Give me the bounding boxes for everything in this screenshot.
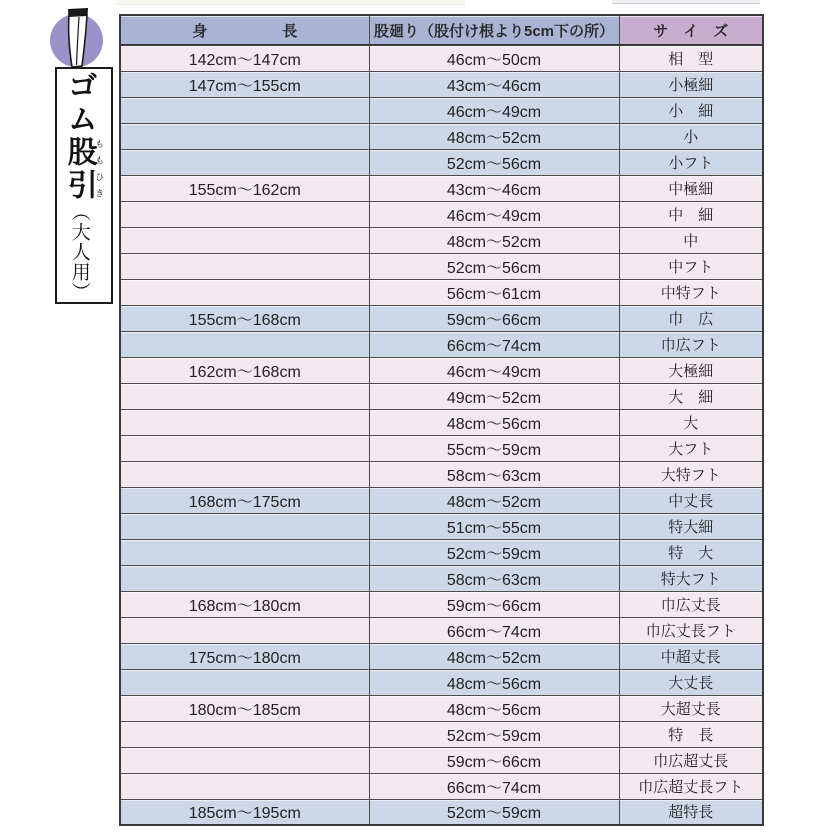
table-row — [120, 253, 763, 279]
height-cell — [120, 669, 369, 695]
size-table — [119, 14, 764, 826]
furigana: ひき — [94, 168, 105, 202]
girth-cell: 56cm～61cm — [369, 279, 619, 305]
size-table-body — [120, 45, 763, 825]
table-row — [120, 565, 763, 591]
size-cell: 大特フト — [619, 461, 763, 487]
table-row — [120, 721, 763, 747]
table-row — [120, 123, 763, 149]
size-cell: 大極細 — [619, 357, 763, 383]
height-cell — [120, 227, 369, 253]
girth-cell: 52cm～56cm — [369, 149, 619, 175]
height-cell: 168cm～175cm — [120, 487, 369, 513]
size-cell: 特大フト — [619, 565, 763, 591]
girth-cell: 66cm～74cm — [369, 617, 619, 643]
product-label — [64, 70, 105, 302]
height-cell — [120, 513, 369, 539]
table-row — [120, 487, 763, 513]
table-row — [120, 617, 763, 643]
furigana: もも — [94, 135, 105, 169]
table-row — [120, 513, 763, 539]
table-row — [120, 331, 763, 357]
height-cell — [120, 201, 369, 227]
height-cell — [120, 383, 369, 409]
height-cell: 162cm～168cm — [120, 357, 369, 383]
size-cell: 巾 広 — [619, 305, 763, 331]
girth-cell: 59cm～66cm — [369, 591, 619, 617]
size-cell: 大丈長 — [619, 669, 763, 695]
size-cell: 小 — [619, 123, 763, 149]
girth-cell: 52cm～59cm — [369, 721, 619, 747]
height-cell — [120, 149, 369, 175]
product-label-prefix: ゴム — [62, 69, 96, 136]
table-row — [120, 201, 763, 227]
pants-icon — [58, 8, 98, 70]
height-cell: 147cm～155cm — [120, 71, 369, 97]
height-cell — [120, 97, 369, 123]
height-cell — [120, 773, 369, 799]
girth-cell: 48cm～52cm — [369, 643, 619, 669]
girth-cell: 59cm～66cm — [369, 305, 619, 331]
table-row — [120, 669, 763, 695]
height-cell: 155cm～162cm — [120, 175, 369, 201]
table-row — [120, 799, 763, 825]
size-cell: 中フト — [619, 253, 763, 279]
size-cell: 特大細 — [619, 513, 763, 539]
height-cell — [120, 617, 369, 643]
table-row — [120, 409, 763, 435]
height-cell — [120, 331, 369, 357]
table-row — [120, 149, 763, 175]
header-row — [120, 15, 763, 45]
cropped-edge-artifact — [115, 0, 465, 5]
table-row — [120, 461, 763, 487]
size-cell: 特 大 — [619, 539, 763, 565]
size-cell: 中 — [619, 227, 763, 253]
table-row — [120, 71, 763, 97]
product-label-box — [55, 67, 113, 304]
girth-cell: 48cm～56cm — [369, 695, 619, 721]
size-cell: 巾広超丈長フト — [619, 773, 763, 799]
size-cell: 小フト — [619, 149, 763, 175]
girth-cell: 58cm～63cm — [369, 461, 619, 487]
header-girth: 股廻り（股付け根より5cm下の所） — [369, 15, 619, 45]
girth-cell: 52cm～56cm — [369, 253, 619, 279]
product-label-kanji: 股もも引ひき — [62, 135, 105, 202]
height-cell: 180cm～185cm — [120, 695, 369, 721]
size-cell: 巾広丈長 — [619, 591, 763, 617]
girth-cell: 51cm～55cm — [369, 513, 619, 539]
height-cell: 175cm～180cm — [120, 643, 369, 669]
table-row — [120, 305, 763, 331]
size-cell: 大 細 — [619, 383, 763, 409]
header-height: 身 長 — [120, 15, 369, 45]
size-cell: 超特長 — [619, 799, 763, 825]
girth-cell: 46cm～49cm — [369, 201, 619, 227]
table-row — [120, 175, 763, 201]
size-cell: 巾広丈長フト — [619, 617, 763, 643]
size-cell: 中極細 — [619, 175, 763, 201]
table-row — [120, 435, 763, 461]
girth-cell: 66cm～74cm — [369, 773, 619, 799]
girth-cell: 48cm～52cm — [369, 487, 619, 513]
size-cell: 巾広フト — [619, 331, 763, 357]
girth-cell: 48cm～56cm — [369, 409, 619, 435]
girth-cell: 46cm～50cm — [369, 45, 619, 71]
girth-cell: 48cm～52cm — [369, 227, 619, 253]
girth-cell: 58cm～63cm — [369, 565, 619, 591]
table-row — [120, 97, 763, 123]
table-row — [120, 279, 763, 305]
height-cell — [120, 539, 369, 565]
girth-cell: 46cm～49cm — [369, 97, 619, 123]
girth-cell: 43cm～46cm — [369, 175, 619, 201]
girth-cell: 48cm～56cm — [369, 669, 619, 695]
height-cell — [120, 253, 369, 279]
size-cell: 中丈長 — [619, 487, 763, 513]
size-cell: 大 — [619, 409, 763, 435]
height-cell — [120, 461, 369, 487]
height-cell — [120, 721, 369, 747]
girth-cell: 55cm～59cm — [369, 435, 619, 461]
height-cell — [120, 565, 369, 591]
table-row — [120, 227, 763, 253]
girth-cell: 52cm～59cm — [369, 799, 619, 825]
height-cell — [120, 747, 369, 773]
size-cell: 巾広超丈長 — [619, 747, 763, 773]
size-cell: 相 型 — [619, 45, 763, 71]
header-size: サ イ ズ — [619, 15, 763, 45]
table-row — [120, 539, 763, 565]
table-row — [120, 45, 763, 71]
height-cell — [120, 123, 369, 149]
girth-cell: 48cm～52cm — [369, 123, 619, 149]
height-cell: 168cm～180cm — [120, 591, 369, 617]
size-cell: 大フト — [619, 435, 763, 461]
girth-cell: 49cm～52cm — [369, 383, 619, 409]
size-cell: 中特フト — [619, 279, 763, 305]
size-cell: 大超丈長 — [619, 695, 763, 721]
table-row — [120, 357, 763, 383]
table-row — [120, 383, 763, 409]
table-row — [120, 747, 763, 773]
height-cell — [120, 435, 369, 461]
girth-cell: 66cm～74cm — [369, 331, 619, 357]
size-cell: 小 細 — [619, 97, 763, 123]
height-cell: 142cm～147cm — [120, 45, 369, 71]
cropped-edge-artifact — [612, 0, 760, 4]
table-row — [120, 591, 763, 617]
girth-cell: 43cm～46cm — [369, 71, 619, 97]
product-label-suffix: （大人用） — [68, 201, 90, 302]
girth-cell: 59cm～66cm — [369, 747, 619, 773]
height-cell: 155cm～168cm — [120, 305, 369, 331]
girth-cell: 52cm～59cm — [369, 539, 619, 565]
size-cell: 中超丈長 — [619, 643, 763, 669]
height-cell: 185cm～195cm — [120, 799, 369, 825]
table-row — [120, 695, 763, 721]
table-row — [120, 773, 763, 799]
height-cell — [120, 409, 369, 435]
girth-cell: 46cm～49cm — [369, 357, 619, 383]
size-cell: 中 細 — [619, 201, 763, 227]
table-row — [120, 643, 763, 669]
size-cell: 特 長 — [619, 721, 763, 747]
height-cell — [120, 279, 369, 305]
size-cell: 小極細 — [619, 71, 763, 97]
